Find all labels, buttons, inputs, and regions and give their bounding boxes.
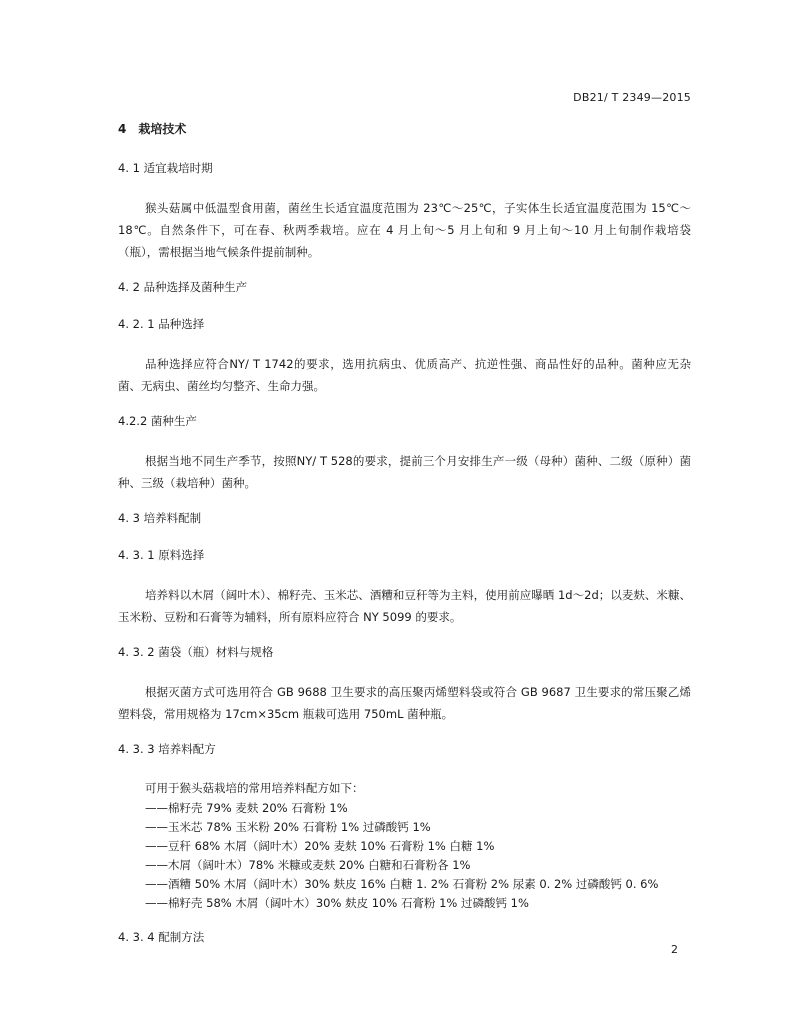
heading-4-3-3: 4. 3. 3 培养料配方 xyxy=(118,742,216,756)
heading-4-2-2: 4.2.2 菌种生产 xyxy=(118,414,197,428)
heading-4-1: 4. 1 适宜栽培时期 xyxy=(118,161,213,175)
document-code: DB21/ T 2349—2015 xyxy=(573,91,691,104)
page-number: 2 xyxy=(671,943,678,956)
paragraph-4-2-2: 根据当地不同生产季节，按照NY/ T 528的要求，提前三个月安排生产一级（母种）菌种、二级（原种）菌种、三级（栽培种）菌种。 xyxy=(118,454,691,490)
formula-item: ——酒糟 50% 木屑（阔叶木）30% 麸皮 16% 白糖 1. 2% 石膏粉 2% 尿素 0. 2% 过磷酸钙 0. 6% xyxy=(145,877,659,891)
paragraph-4-3-1: 培养料以木屑（阔叶木）、棉籽壳、玉米芯、酒糟和豆秆等为主料，使用前应曝晒 1d～2d；以麦麸、米糠、玉米粉、豆粉和石膏等为辅料，所有原料应符合 NY 5099 的要求。 xyxy=(118,588,691,624)
paragraph-4-1: 猴头菇属中低温型食用菌，菌丝生长适宜温度范围为 23℃～25℃，子实体生长适宜温度范围为 15℃～18℃。自然条件下，可在春、秋两季栽培。应在 4 月上旬～5 月上旬和 9 月上旬～10 月上旬制作栽培袋（瓶），需根据当地气候条件提前制种。 xyxy=(118,201,691,259)
heading-4-2-1: 4. 2. 1 品种选择 xyxy=(118,317,205,331)
formula-intro: 可用于猴头菇栽培的常用培养料配方如下： xyxy=(145,781,364,795)
formula-item: ——豆秆 68% 木屑（阔叶木）20% 麦麸 10% 石膏粉 1% 白糖 1% xyxy=(145,839,495,853)
paragraph-4-2-1: 品种选择应符合NY/ T 1742的要求，选用抗病虫、优质高产、抗逆性强、商品性好的品种。菌种应无杂菌、无病虫、菌丝均匀整齐、生命力强。 xyxy=(118,357,691,393)
document-body xyxy=(118,121,691,966)
paragraph-4-3-2: 根据灭菌方式可选用符合 GB 9688 卫生要求的高压聚丙烯塑料袋或符合 GB 9687 卫生要求的常压聚乙烯塑料袋，常用规格为 17cm×35cm 瓶栽可选用 750mL 菌种瓶。 xyxy=(118,685,691,721)
section-heading-4: 4 栽培技术 xyxy=(118,122,187,136)
heading-4-3-2: 4. 3. 2 菌袋（瓶）材料与规格 xyxy=(118,645,274,659)
heading-4-3-1: 4. 3. 1 原料选择 xyxy=(118,548,205,562)
formula-item: ——木屑（阔叶木）78% 米糠或麦麸 20% 白糖和石膏粉各 1% xyxy=(145,858,471,872)
heading-4-3-4: 4. 3. 4 配制方法 xyxy=(118,930,205,944)
heading-4-3: 4. 3 培养料配制 xyxy=(118,511,202,525)
formula-item: ——玉米芯 78% 玉米粉 20% 石膏粉 1% 过磷酸钙 1% xyxy=(145,820,431,834)
formula-list xyxy=(118,778,691,913)
heading-4-2: 4. 2 品种选择及菌种生产 xyxy=(118,280,248,294)
formula-item: ——棉籽壳 79% 麦麸 20% 石膏粉 1% xyxy=(145,801,348,815)
formula-item: ——棉籽壳 58% 木屑（阔叶木）30% 麸皮 10% 石膏粉 1% 过磷酸钙 1% xyxy=(145,896,529,910)
